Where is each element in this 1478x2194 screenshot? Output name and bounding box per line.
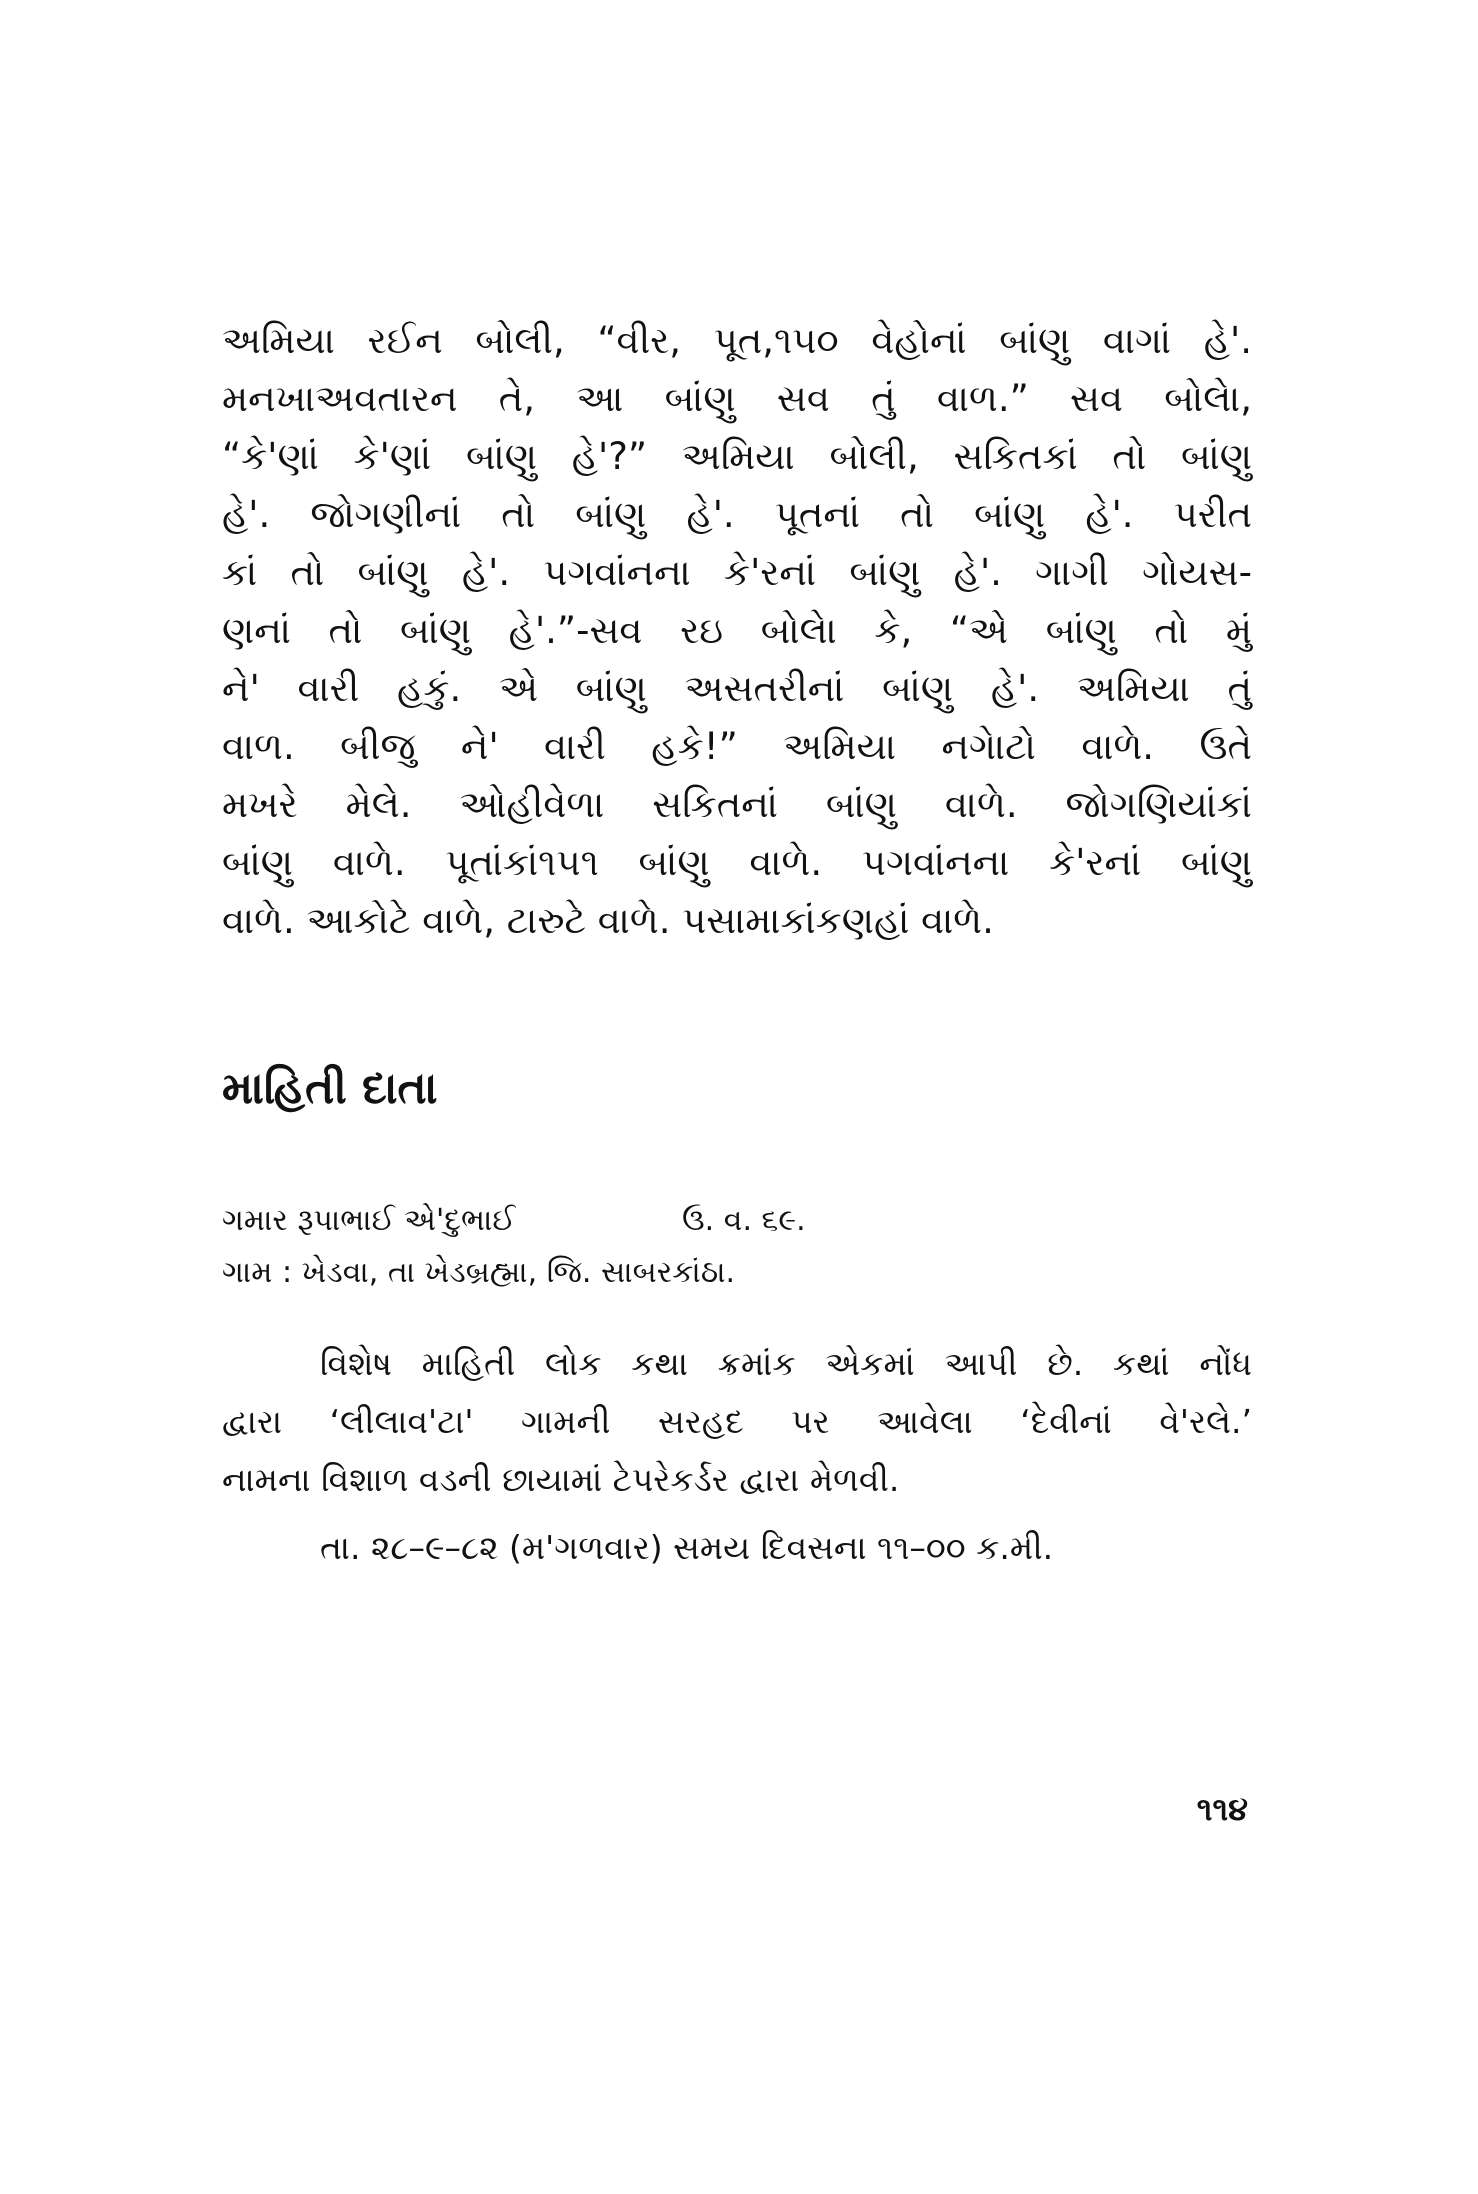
recording-date: તા. ૨૮–૯–૮૨ (મ'ગળવાર) સમય દિવસના ૧૧–૦૦ ક.મી. [320,1528,1054,1567]
paragraph-line: વાળે. આકોટે વાળે, ટારુટે વાળે. પસામાકાંકણહાં વાળે. [222,899,994,942]
informant-line [222,1203,806,1238]
informant-age: ઉ. વ. ૬૯. [682,1203,806,1238]
note-line: નામના વિશાળ વડની છાયામાં ટેપરેકર્ડર દ્વારા મેળવી. [222,1460,900,1499]
note-paragraph [222,1335,1252,1509]
note-line: વિશેષ માહિતી લોક કથા ક્રમાંક એકમાં આપી છે. કથાં નોંધ [320,1344,1252,1383]
paragraph-line: બાંણુ વાળે. પૂતાંકાં૧૫૧ બાંણુ વાળે. પગવાંનના કે'રનાં બાંણુ [222,841,1252,884]
informant-place: ગામ : ખેડવા, તા ખેડબ્રહ્મા, જિ. સાબરકાંઠા. [222,1255,736,1290]
informant-name: ગમાર રૂપાભાઈ એ'દુભાઈ [222,1203,516,1238]
paragraph-line: ણનાં તો બાંણુ હે'.”-સવ રઇ બોલેા કે, “એ બાંણુ તો મું [222,609,1252,652]
section-heading: માહિતી દાતા [222,1063,438,1114]
note-line: દ્વારા ‘લીલાવ'ટા' ગામની સરહદ પર આવેલા ‘દેવીનાં વે'રલે.’ [222,1402,1252,1441]
paragraph-line: વાળ. બીજુ ને' વારી હકે!” અમિયા નગેાટો વાળે. ઉતે [222,725,1252,768]
paragraph-line: મનખાઅવતારન તે, આ બાંણુ સવ તું વાળ.” સવ બોલેા, [222,377,1252,420]
paragraph-line: અમિયા રઈન બોલી, “વીર, પૂત,૧૫૦ વેહોનાં બાંણુ વાગાં હે'. [222,319,1252,362]
paragraph-line: “કે'ણાં કે'ણાં બાંણુ હે'?” અમિયા બોલી, સકિતકાં તો બાંણુ [222,435,1252,478]
paragraph-line: હે'. જોગણીનાં તો બાંણુ હે'. પૂતનાં તો બાંણુ હે'. પરીત [222,493,1252,536]
story-paragraph [222,312,1252,950]
paragraph-line: કાં તો બાંણુ હે'. પગવાંનના કે'રનાં બાંણુ હે'. ગાગી ગોયસ- [222,551,1252,594]
paragraph-line: ને' વારી હકું. એ બાંણુ અસતરીનાં બાંણુ હે'. અમિયા તું [222,667,1252,710]
page-number: ૧૧૪ [1196,1790,1248,1828]
paragraph-line: મખરે મેલે. ઓહીવેળા સકિતનાં બાંણુ વાળે. જોગણિયાંકાં [222,783,1252,826]
